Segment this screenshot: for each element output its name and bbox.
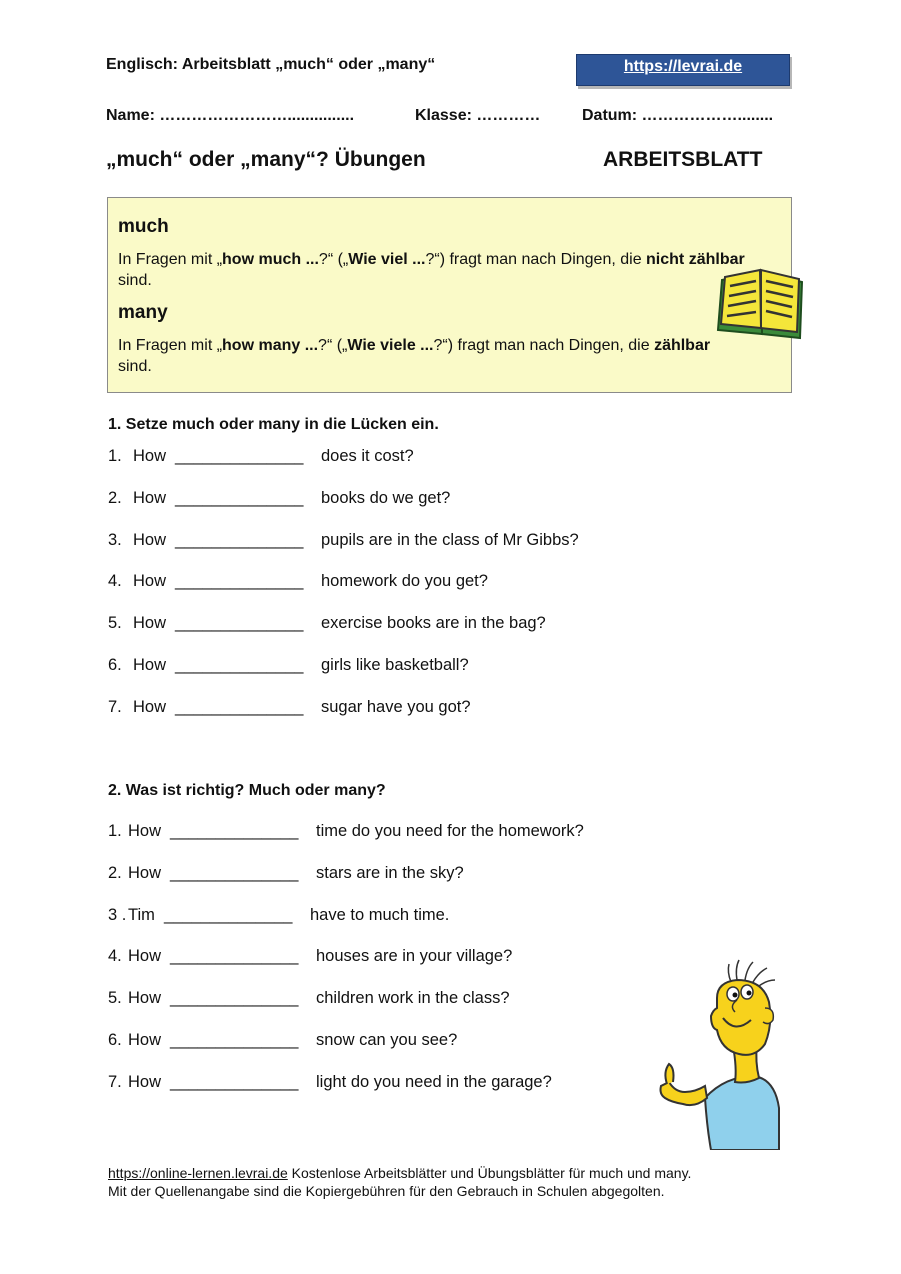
item-question-text: houses are in your village?: [316, 947, 513, 966]
item-question-text: sugar have you got?: [321, 697, 471, 716]
item-start-word: Tim: [128, 905, 155, 924]
item-start-word: How: [133, 656, 167, 674]
answer-blank[interactable]: ______________: [170, 863, 299, 882]
item-number: 7.: [108, 697, 122, 716]
item-question-text: exercise books are in the bag?: [321, 614, 546, 633]
item-start-word: How: [133, 572, 167, 591]
item-number: 6.: [108, 1031, 122, 1049]
item-number: 6.: [108, 656, 122, 674]
answer-blank[interactable]: ______________: [175, 697, 304, 716]
class-field-label: Klasse: …………: [415, 107, 541, 124]
item-question-text: time do you need for the homework?: [316, 822, 584, 840]
item-number: 4.: [108, 572, 122, 591]
worksheet-type-label: ARBEITSBLATT: [603, 148, 763, 171]
item-start-word: How: [128, 947, 162, 966]
item-number: 2.: [108, 863, 122, 882]
answer-blank[interactable]: ______________: [170, 1031, 299, 1049]
item-number: 3 .: [108, 905, 127, 924]
item-start-word: How: [133, 614, 167, 633]
many-explanation: In Fragen mit „how many ...?“ („Wie viele ...?“) fragt man nach Dingen, die zählbar sind.: [118, 337, 711, 375]
item-start-word: How: [128, 863, 162, 882]
item-question-text: stars are in the sky?: [316, 863, 464, 882]
item-start-word: How: [128, 989, 162, 1008]
answer-blank[interactable]: ______________: [175, 530, 304, 549]
item-start-word: How: [133, 530, 167, 549]
item-start-word: How: [128, 1072, 162, 1091]
much-explanation: In Fragen mit „how much ...?“ („Wie viel ...?“) fragt man nach Dingen, die nicht zählbar sind.: [118, 251, 745, 289]
item-question-text: girls like basketball?: [321, 656, 469, 674]
levrai-link[interactable]: https://levrai.de: [623, 58, 743, 75]
item-start-word: How: [133, 447, 167, 465]
grammar-info-box: [107, 197, 792, 393]
item-start-word: How: [133, 697, 167, 716]
name-field-label: Name: ……………………...............: [106, 107, 355, 124]
answer-blank[interactable]: ______________: [175, 488, 304, 507]
exercise-2-heading: 2. Was ist richtig? Much oder many?: [108, 782, 386, 799]
item-number: 5.: [108, 614, 122, 633]
footer-link[interactable]: https://online-lernen.levrai.de: [108, 1165, 288, 1181]
item-question-text: homework do you get?: [321, 572, 488, 591]
cartoon-character-icon: [655, 958, 785, 1150]
item-question-text: light do you need in the garage?: [316, 1072, 552, 1091]
item-start-word: How: [133, 488, 167, 507]
date-field-label: Datum: ………………........: [582, 107, 774, 124]
footer-line1: Kostenlose Arbeitsblätter und Übungsblätter für much und many.: [287, 1165, 692, 1181]
answer-blank[interactable]: ______________: [175, 614, 304, 633]
answer-blank[interactable]: ______________: [175, 656, 304, 674]
answer-blank[interactable]: ______________: [170, 1072, 299, 1091]
item-number: 5.: [108, 989, 122, 1008]
item-question-text: children work in the class?: [316, 989, 510, 1008]
answer-blank[interactable]: ______________: [170, 822, 299, 840]
footer-note: [108, 1164, 691, 1200]
item-number: 7.: [108, 1072, 122, 1091]
answer-blank[interactable]: ______________: [170, 947, 299, 966]
answer-blank[interactable]: ______________: [164, 905, 293, 924]
answer-blank[interactable]: ______________: [170, 989, 299, 1008]
item-question-text: does it cost?: [321, 447, 414, 465]
many-heading: many: [118, 302, 168, 323]
item-question-text: snow can you see?: [316, 1031, 458, 1049]
item-question-text: pupils are in the class of Mr Gibbs?: [321, 530, 579, 549]
document-title: Englisch: Arbeitsblatt „much“ oder „many“: [106, 56, 436, 73]
worksheet-title: „much“ oder „many“? Übungen: [106, 148, 426, 171]
item-question-text: have to much time.: [310, 905, 450, 924]
item-number: 1.: [108, 447, 122, 465]
exercise-1-heading: 1. Setze much oder many in die Lücken ein.: [108, 416, 439, 433]
item-number: 1.: [108, 822, 122, 840]
item-number: 2.: [108, 488, 122, 507]
open-book-icon: [716, 268, 806, 342]
item-start-word: How: [128, 822, 162, 840]
answer-blank[interactable]: ______________: [175, 572, 304, 591]
item-start-word: How: [128, 1031, 162, 1049]
levrai-link-box[interactable]: [576, 54, 790, 86]
item-number: 4.: [108, 947, 122, 966]
much-heading: much: [118, 216, 169, 237]
answer-blank[interactable]: ______________: [175, 447, 304, 465]
item-number: 3.: [108, 530, 122, 549]
footer-line2: Mit der Quellenangabe sind die Kopiergebühren für den Gebrauch in Schulen abgegolten.: [108, 1183, 665, 1199]
item-question-text: books do we get?: [321, 488, 451, 507]
